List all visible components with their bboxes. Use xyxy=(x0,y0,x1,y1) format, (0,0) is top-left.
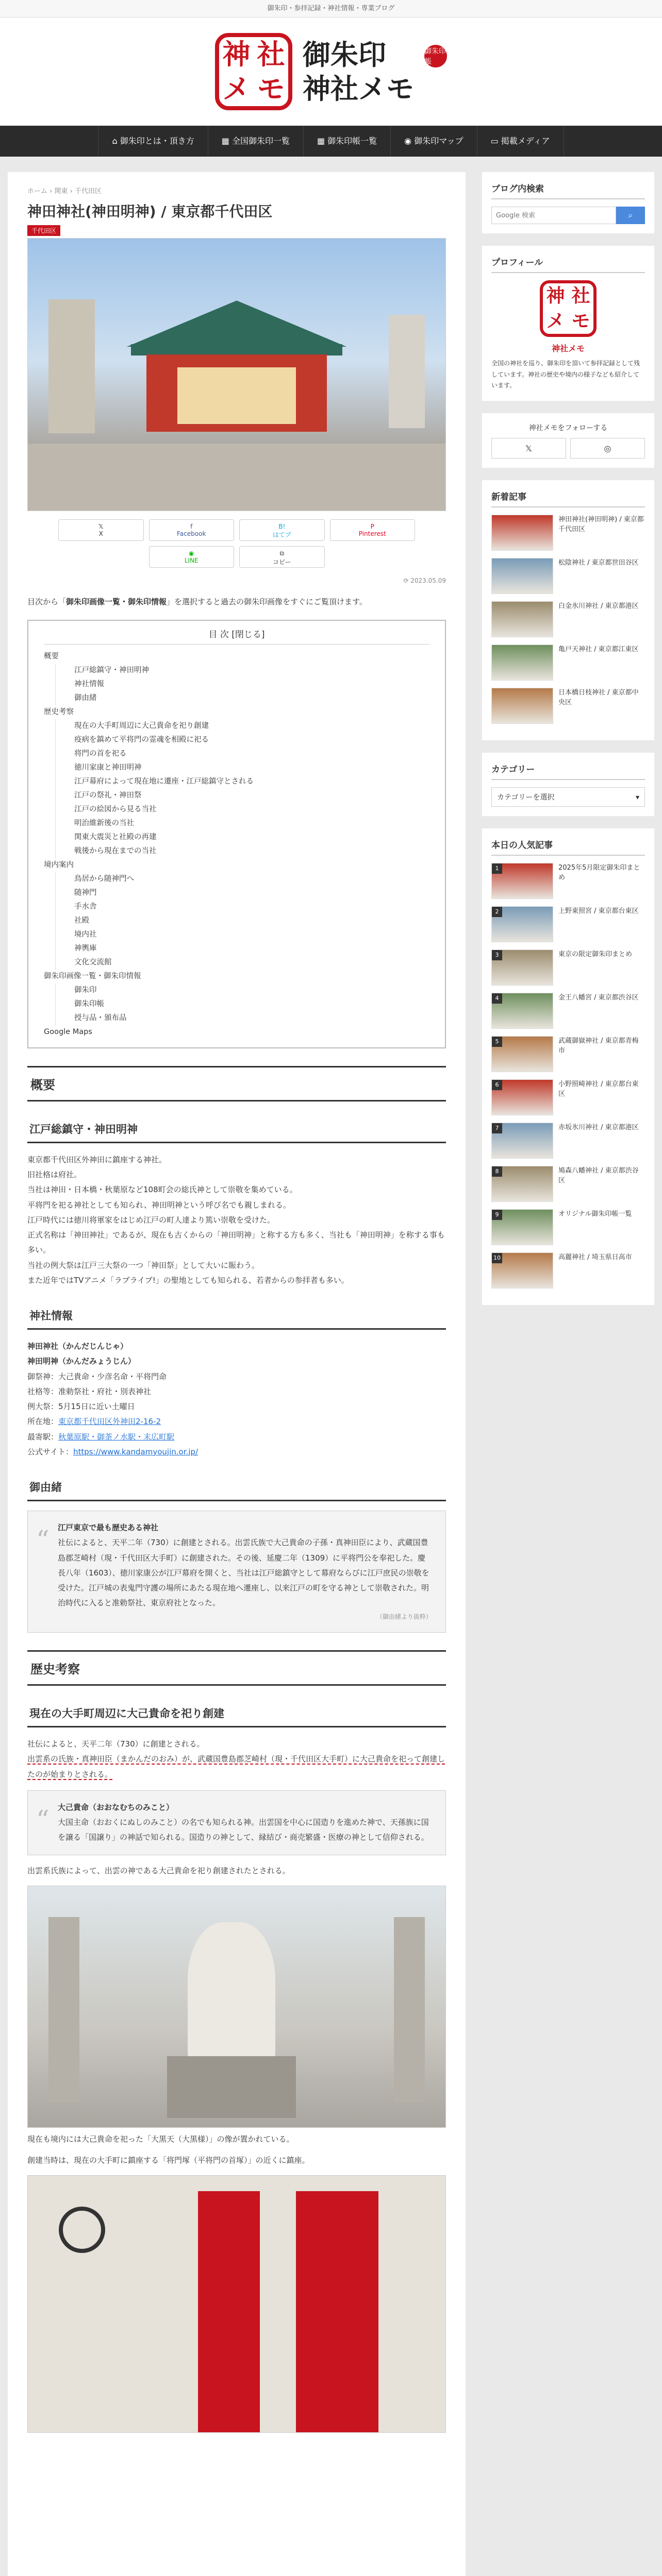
post-link[interactable]: 亀戸天神社 / 東京都江東区 xyxy=(558,645,639,653)
post-thumbnail xyxy=(491,688,553,724)
toc-item[interactable]: 現在の大手町周辺に大己貴命を祀り創建 xyxy=(55,719,429,733)
shrine-banner-photo xyxy=(27,2175,446,2433)
toc-item[interactable]: 社殿 xyxy=(55,914,429,928)
info-link[interactable]: 秋葉原駅・御茶ノ水駅・末広町駅 xyxy=(58,1432,175,1442)
rank-badge: 5 xyxy=(492,1037,502,1047)
overview-paragraph: 正式名称は「神田神社」であるが、現在も古くからの「神田明神」と称する方も多く、当社も「神田明神」を称する事も多い。 xyxy=(27,1230,445,1255)
post-thumbnail xyxy=(491,1079,553,1115)
follow-instagram-button[interactable] xyxy=(570,438,645,459)
info-row: 神田神社（かんだじんじゃ） xyxy=(27,1342,128,1351)
post-link[interactable]: 白金氷川神社 / 東京都港区 xyxy=(558,602,639,610)
info-row: 社格等：准勅祭社・府社・別表神社 xyxy=(27,1386,152,1396)
pinterest-icon: P xyxy=(370,523,374,531)
grid-icon: ▦ xyxy=(221,136,232,146)
quote-icon: “ xyxy=(36,1804,49,1835)
search-button[interactable] xyxy=(616,207,645,224)
facebook-icon: f xyxy=(190,523,193,531)
category-label[interactable]: 千代田区 xyxy=(27,225,446,236)
history-para-4: 創建当時は、現在の大手町に鎮座する「将門塚（平将門の首塚）」の近くに鎮座。 xyxy=(27,2156,310,2165)
book-icon: ▭ xyxy=(490,136,501,146)
toc-item[interactable]: 江戸幕府によって現在地に遷座・江戸総鎮守とされる xyxy=(55,775,429,789)
photo-caption: 現在も境内には大己貴命を祀った「大黒天（大黒様）」の像が置かれている。 xyxy=(27,2134,294,2144)
post-link[interactable]: 東京の限定御朱印まとめ xyxy=(558,950,633,958)
share-copy-button[interactable]: ⧉ コピー xyxy=(239,546,325,568)
deity-quote: “ 大己貴命（おおなむちのみこと） 大国主命（おおくにぬしのみこと）の名でも知られる神。出雲国を中心に国造りを進めた神で、天孫族に国を譲る「国譲り」の神話で知られる。国造りの神として、縁結び・商売繁盛・医療の神として信仰される。 xyxy=(27,1790,446,1855)
post-link[interactable]: 2025年5月限定御朱印まとめ xyxy=(558,863,640,882)
history-para-1: 社伝によると、天平二年（730）に創建とされる。 xyxy=(27,1739,205,1749)
share-buttons xyxy=(27,519,446,568)
post-thumbnail xyxy=(491,645,553,681)
post-link[interactable]: 小野照崎神社 / 東京都台東区 xyxy=(558,1080,639,1098)
popular-post-item[interactable] xyxy=(491,1209,645,1245)
post-link[interactable]: 赤坂氷川神社 / 東京都港区 xyxy=(558,1123,639,1131)
share-hatena-button[interactable]: B! はてブ xyxy=(239,519,325,541)
toc-item[interactable]: 御由緒 xyxy=(55,691,429,705)
nav-item-goshuin-list[interactable]: ▦ 全国御朱印一覧 xyxy=(208,126,304,157)
rank-badge: 8 xyxy=(492,1166,502,1177)
nav-item-book-list[interactable]: ▦ 御朱印帳一覧 xyxy=(304,126,391,157)
quote-icon: “ xyxy=(36,1525,49,1555)
popular-posts-widget: 本日の人気記事 1 2025年5月限定御朱印まとめ 2 上野東照宮 / 東京都台東区 3 東京の限定御朱印まとめ 4 金王八幡宮 / 東京都渋谷区 5 武蔵御嶽神社 / 東京都青梅市 6 小野照崎神社 / 東京都台東区 7 赤坂氷川神社 / 東京都港区 8 鳩森八幡神社 / 東京都渋谷区 9 オリジナル御朱印帳一覧 10 高麗神社 / 埼玉県日高市 xyxy=(482,828,654,1305)
profile-widget: プロフィール 神 社 メ モ 神社メモ 全国の神社を巡り、御朱印を頂いて参拝記録として残しています。神社の歴史や境内の様子なども紹介しています。 xyxy=(482,246,654,401)
popular-post-item[interactable] xyxy=(491,1036,645,1072)
new-post-item[interactable] xyxy=(491,558,645,594)
toc-item[interactable]: 歴史考察 xyxy=(44,707,74,716)
share-x-button[interactable]: 𝕏 X xyxy=(58,519,144,541)
post-thumbnail xyxy=(491,1252,553,1289)
sidebar xyxy=(482,172,654,2576)
profile-text: 全国の神社を巡り、御朱印を頂いて参拝記録として残しています。神社の歴史や境内の様子なども紹介しています。 xyxy=(491,360,640,389)
toc-item[interactable]: 江戸の祭礼・神田祭 xyxy=(55,789,429,803)
info-row: 所在地：東京都千代田区外神田2-16-2 xyxy=(27,1417,161,1427)
x-icon: 𝕏 xyxy=(525,443,532,453)
rank-badge: 10 xyxy=(492,1253,502,1263)
share-pinterest-button[interactable]: P Pinterest xyxy=(330,519,416,541)
eyecatch-shrine-photo xyxy=(27,238,446,511)
toc-item[interactable]: 手水舎 xyxy=(55,900,429,914)
toc-item[interactable]: 概要 xyxy=(44,652,59,660)
post-thumbnail xyxy=(491,1123,553,1159)
toc-item[interactable]: 神社情報 xyxy=(55,677,429,691)
post-title: 神田神社(神田明神) / 東京都千代田区 xyxy=(27,203,273,220)
toc-item[interactable]: 徳川家康と神田明神 xyxy=(55,761,429,775)
post-link[interactable]: 日本橋日枝神社 / 東京都中央区 xyxy=(558,688,639,707)
overview-paragraph: 当社は神田・日本橋・秋葉原など108町会の総氏神として崇敬を集めている。 xyxy=(27,1185,297,1195)
toc-item[interactable]: 御朱印画像一覧・御朱印情報 xyxy=(44,972,141,980)
toc-item[interactable]: 将門の首を祀る xyxy=(55,747,429,761)
new-post-item[interactable] xyxy=(491,515,645,551)
global-nav xyxy=(0,126,662,157)
logo-badge: 御朱印帳 xyxy=(424,45,447,67)
shrine-info xyxy=(27,1339,446,1460)
overview-text xyxy=(27,1153,446,1288)
post-date: ⟳ 2023.05.09 xyxy=(403,577,446,585)
post-thumbnail xyxy=(491,906,553,942)
new-post-item[interactable] xyxy=(491,601,645,637)
post-link[interactable]: 神田神社(神田明神) / 東京都千代田区 xyxy=(558,515,644,534)
info-row: 最寄駅：秋葉原駅・御茶ノ水駅・末広町駅 xyxy=(27,1432,175,1442)
overview-paragraph: 東京都千代田区外神田に鎮座する神社。 xyxy=(27,1155,167,1164)
toc-item[interactable]: 御朱印帳 xyxy=(55,997,429,1011)
post-link[interactable]: 鳩森八幡神社 / 東京都渋谷区 xyxy=(558,1166,639,1185)
toc-item[interactable]: 戦後から現在までの当社 xyxy=(55,844,429,858)
subsection-edo-heading: 江戸総鎮守・神田明神 xyxy=(27,1116,446,1143)
breadcrumb: ホーム › 関東 › 千代田区 xyxy=(27,188,102,195)
x-icon: 𝕏 xyxy=(98,523,104,531)
rank-badge: 3 xyxy=(492,950,502,960)
overview-paragraph: 江戸時代には徳川将軍家をはじめ江戸の町人達より篤い崇敬を受けた。 xyxy=(27,1215,275,1225)
post-link[interactable]: 金王八幡宮 / 東京都渋谷区 xyxy=(558,993,639,1002)
logo-text: 御朱印 神社メモ xyxy=(303,38,414,105)
post-link[interactable]: 高麗神社 / 埼玉県日高市 xyxy=(558,1253,632,1261)
rank-badge: 7 xyxy=(492,1123,502,1133)
toc-item[interactable]: 疫病を鎮めて平将門の霊魂を相殿に祀る xyxy=(55,733,429,747)
toc-item[interactable]: 神輿庫 xyxy=(55,942,429,956)
rank-badge: 6 xyxy=(492,1080,502,1090)
category-widget: カテゴリー カテゴリーを選択 ▾ xyxy=(482,753,654,816)
instagram-icon: ◎ xyxy=(604,443,611,453)
share-line-button[interactable]: ◉ LINE xyxy=(149,546,235,568)
popular-post-item[interactable] xyxy=(491,1123,645,1159)
site-header xyxy=(0,18,662,126)
new-post-item[interactable] xyxy=(491,688,645,724)
post-thumbnail xyxy=(491,993,553,1029)
profile-avatar: 神 社 メ モ xyxy=(540,280,597,337)
toc-list xyxy=(44,650,429,1039)
toc-title[interactable]: 目 次 [閉じる] xyxy=(44,627,429,645)
overview-paragraph: 当社の例大祭は江戸三大祭の一つ「神田祭」として大いに賑わう。 xyxy=(27,1260,260,1270)
toc-item[interactable]: 明治維新後の当社 xyxy=(55,817,429,831)
info-row: 御祭神：大己貴命・少彦名命・平将門命 xyxy=(27,1371,167,1381)
post-link[interactable]: オリジナル御朱印帳一覧 xyxy=(558,1210,632,1218)
breadcrumb-chiyoda[interactable]: 千代田区 xyxy=(74,188,102,195)
post-link[interactable]: 松陰神社 / 東京都世田谷区 xyxy=(558,558,639,567)
search-input[interactable] xyxy=(491,207,616,224)
site-logo[interactable] xyxy=(215,33,447,110)
nav-item-about[interactable]: ⌂ 御朱印とは・頂き方 xyxy=(98,126,208,157)
follow-widget: 神社メモをフォローする 𝕏 ◎ xyxy=(482,413,654,468)
post-thumbnail xyxy=(491,1166,553,1202)
line-icon: ◉ xyxy=(189,550,194,557)
post-link[interactable]: 武蔵御嶽神社 / 東京都青梅市 xyxy=(558,1037,639,1055)
toc-item[interactable]: 境内案内 xyxy=(44,860,74,869)
popular-post-item[interactable] xyxy=(491,1079,645,1115)
toc-item[interactable]: 鳥居から随神門へ xyxy=(55,872,429,886)
info-row: 神田明神（かんだみょうじん） xyxy=(27,1357,136,1366)
toc-item[interactable]: 授与品・頒布品 xyxy=(55,1011,429,1025)
rank-badge: 4 xyxy=(492,993,502,1004)
popular-post-item[interactable] xyxy=(491,1252,645,1289)
rank-badge: 2 xyxy=(492,907,502,917)
post-thumbnail xyxy=(491,1036,553,1072)
new-post-item[interactable] xyxy=(491,645,645,681)
map-pin-icon: ◉ xyxy=(404,136,415,146)
search-widget: ブログ内検索 Google 検索 ⌕ xyxy=(482,172,654,233)
origin-quote: “ 江戸東京で最も歴史ある神社 社伝によると、天平二年（730）に創建とされる。出雲氏族で大己貴命の子孫・真神田臣により、武蔵国豊島郡芝崎村（現・千代田区大手町）に創建された。その後、延慶二年（1309）に平将門公を奉祀した。慶長八年（1603）、徳川家康公が江戸幕府を開くと、当社は江戸総鎮守として幕府ならびに江戸庶民の崇敬を受けた。江戸城の表鬼門守護の場所にあたる現在地へ遷座し、以来江戸の町を守る神として崇敬された。明治時代に入ると准勅祭社、東京府社となった。 （御由緒より抜粋） xyxy=(27,1511,446,1633)
grid-icon: ▦ xyxy=(317,136,328,146)
post-thumbnail xyxy=(491,515,553,551)
popular-post-item[interactable] xyxy=(491,863,645,899)
chevron-down-icon: ▾ xyxy=(635,793,639,802)
history-para-2: 出雲系の氏族・真神田臣（まかんだのおみ）が、武蔵国豊島郡芝崎村（現・千代田区大手町）に大己貴命を祀って創建したのが始まりとされる。 xyxy=(27,1754,445,1779)
daikoku-statue-photo xyxy=(27,1886,446,2128)
house-icon: ⌂ xyxy=(112,136,120,146)
rank-badge: 1 xyxy=(492,863,502,874)
overview-paragraph: 平将門を祀る神社としても知られ、神田明神という呼び名でも親しまれる。 xyxy=(27,1200,291,1210)
toc-item[interactable]: 江戸総鎮守・神田明神 xyxy=(55,664,429,677)
overview-paragraph: また近年ではTVアニメ「ラブライブ!」の聖地としても知られる、若者からの参拝者も多い。 xyxy=(27,1275,349,1285)
post-intro: 目次から「御朱印画像一覧・御朱印情報」を選択すると過去の御朱印画像をすぐにご覧頂けます。 xyxy=(27,597,367,607)
breadcrumb-kanto[interactable]: 関東 xyxy=(54,188,68,195)
post-thumbnail xyxy=(491,558,553,594)
share-facebook-button[interactable]: f Facebook xyxy=(149,519,235,541)
subsection-founding-heading: 現在の大手町周辺に大己貴命を祀り創建 xyxy=(27,1700,446,1727)
follow-x-button[interactable] xyxy=(491,438,566,459)
post-thumbnail xyxy=(491,863,553,899)
copy-icon: ⧉ xyxy=(279,550,285,557)
popular-post-item[interactable] xyxy=(491,993,645,1029)
rank-badge: 9 xyxy=(492,1210,502,1220)
section-history-heading: 歴史考察 xyxy=(27,1650,446,1686)
toc-item[interactable]: 江戸の絵図から見る当社 xyxy=(55,803,429,817)
subsection-shrine-info-heading: 神社情報 xyxy=(27,1302,446,1330)
info-row: 例大祭：5月15日に近い土曜日 xyxy=(27,1402,135,1412)
logo-mark: 神 社 メ モ xyxy=(215,33,292,110)
history-para-3: 出雲系氏族によって、出雲の神である大己貴命を祀り創建されたとされる。 xyxy=(27,1866,290,1875)
post-thumbnail xyxy=(491,950,553,986)
toc-item[interactable]: 関東大震災と社殿の再建 xyxy=(55,831,429,844)
post-thumbnail xyxy=(491,1209,553,1245)
subsection-origin-heading: 御由緒 xyxy=(27,1474,446,1501)
main-content xyxy=(8,172,466,2576)
search-icon: ⌕ xyxy=(628,210,633,220)
post-thumbnail xyxy=(491,601,553,637)
toc-item[interactable]: 御朱印 xyxy=(55,984,429,997)
profile-name: 神社メモ xyxy=(551,344,585,353)
popular-post-item[interactable] xyxy=(491,950,645,986)
post-link[interactable]: 上野東照宮 / 東京都台東区 xyxy=(558,907,639,915)
breadcrumb-home[interactable]: ホーム xyxy=(27,188,48,195)
hatena-icon: B! xyxy=(278,523,286,531)
popular-post-item[interactable] xyxy=(491,1166,645,1202)
info-link[interactable]: https://www.kandamyoujin.or.jp/ xyxy=(73,1447,198,1456)
info-link[interactable]: 東京都千代田区外神田2-16-2 xyxy=(58,1417,161,1427)
nav-item-map[interactable]: ◉ 御朱印マップ xyxy=(391,126,477,157)
section-overview-heading: 概要 xyxy=(27,1066,446,1101)
new-posts-widget: 新着記事 神田神社(神田明神) / 東京都千代田区 松陰神社 / 東京都世田谷区 白金氷川神社 / 東京都港区 亀戸天神社 / 東京都江東区 日本橋日枝神社 / 東京都中央区 xyxy=(482,480,654,740)
toc-item[interactable]: 随神門 xyxy=(55,886,429,900)
toc-item[interactable]: 境内社 xyxy=(55,928,429,942)
overview-paragraph: 旧社格は府社。 xyxy=(27,1170,82,1180)
toc-item[interactable]: 文化交流館 xyxy=(55,956,429,970)
site-tagline: 御朱印・参拝記録・神社情報・専業ブログ xyxy=(0,0,662,18)
toc-item[interactable]: Google Maps xyxy=(44,1027,92,1036)
nav-item-media[interactable]: ▭ 掲載メディア xyxy=(477,126,564,157)
category-select[interactable]: カテゴリーを選択 ▾ xyxy=(491,787,645,807)
table-of-contents xyxy=(27,620,446,1048)
info-row: 公式サイト：https://www.kandamyoujin.or.jp/ xyxy=(27,1447,198,1456)
popular-post-item[interactable] xyxy=(491,906,645,942)
